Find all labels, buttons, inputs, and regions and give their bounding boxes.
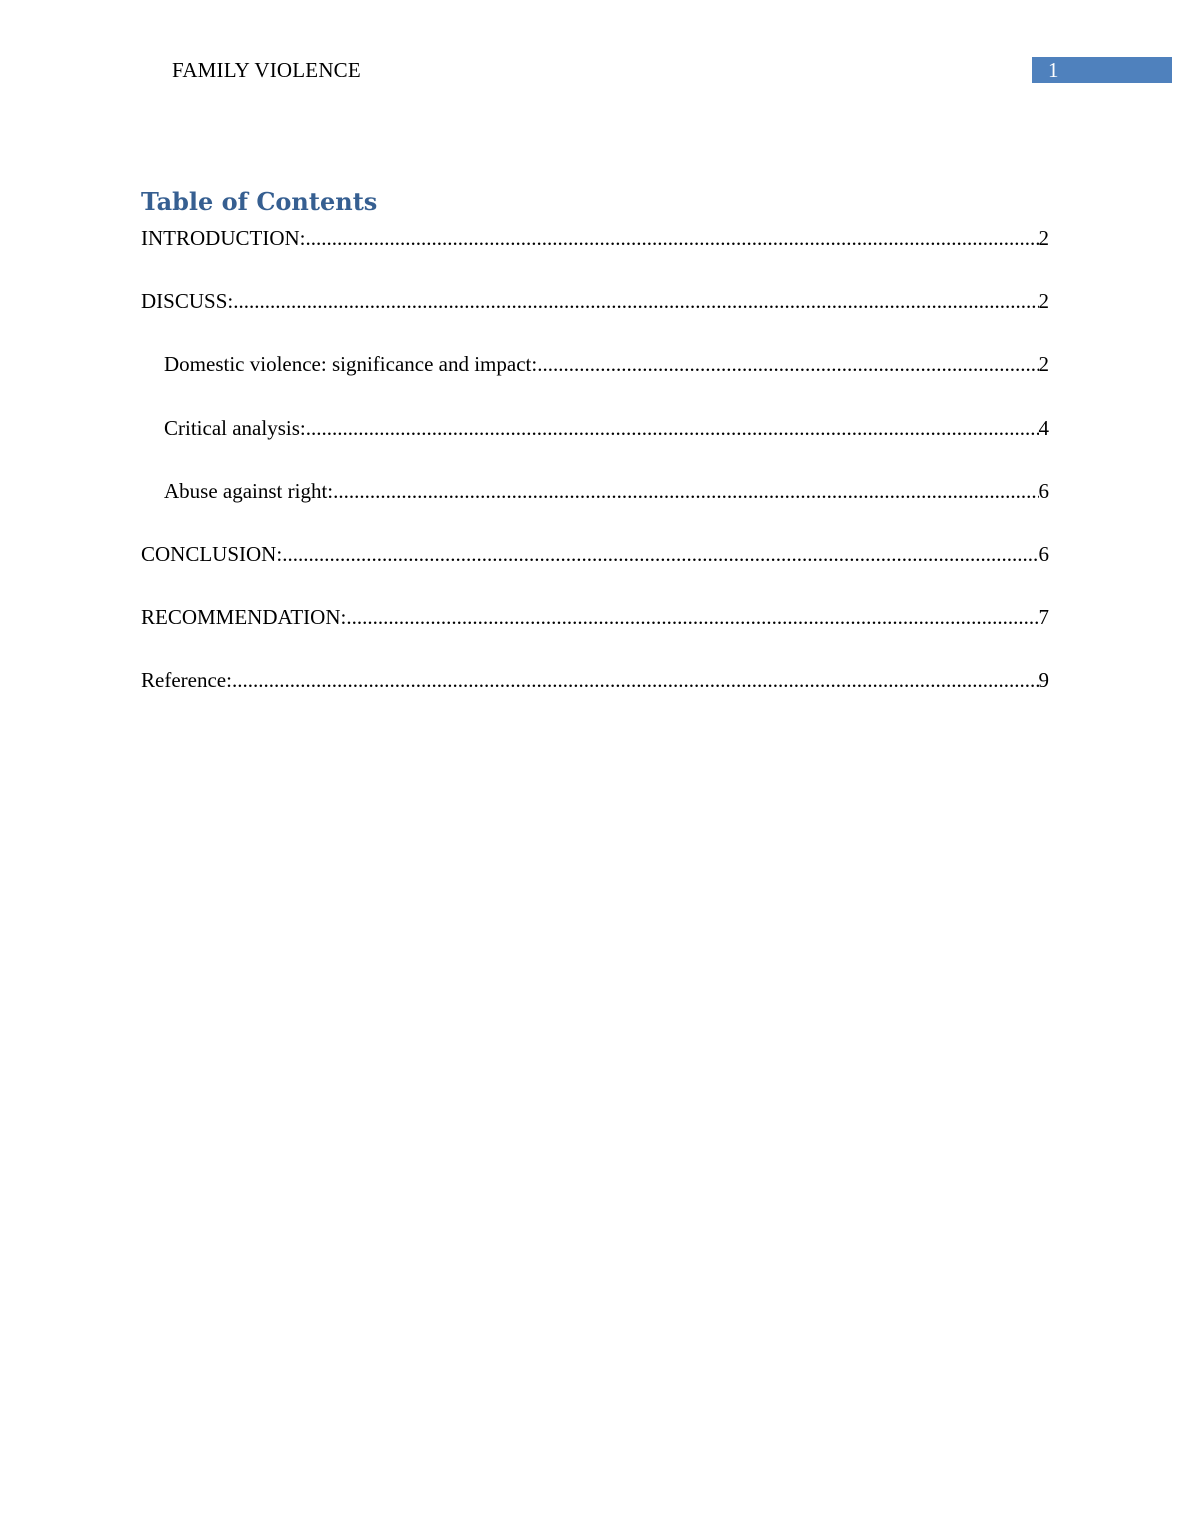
toc-entry-page: 6 [1038,542,1049,566]
toc-entry-page: 4 [1038,416,1049,440]
toc-entry-title: Abuse against right: [164,479,334,503]
toc-dot-leader [537,350,1038,378]
toc-entry-title: CONCLUSION: [141,542,283,566]
toc-entry-page: 6 [1038,479,1049,503]
toc-entry-recommendation[interactable] [141,603,1049,631]
toc-entry-conclusion[interactable] [141,540,1049,568]
toc-entry-title: RECOMMENDATION: [141,605,347,629]
toc-entry-page: 2 [1038,289,1049,313]
toc-entry-title: Critical analysis: [164,416,306,440]
toc-dot-leader [232,666,1039,694]
toc-dot-leader [306,414,1039,442]
toc-dot-leader [282,540,1038,568]
toc-entry-page: 7 [1038,605,1049,629]
running-head: FAMILY VIOLENCE [172,58,361,82]
toc-entry-page: 9 [1038,668,1049,692]
toc-dot-leader [305,224,1038,252]
toc-entry-introduction[interactable] [141,224,1049,252]
toc-entry-page: 2 [1038,352,1049,376]
page-number: 1 [1048,58,1059,82]
toc-entry-title: Domestic violence: significance and impact: [164,352,538,376]
toc-entry-reference[interactable] [141,666,1049,694]
toc-entry-title: Reference: [141,668,232,692]
toc-heading: Table of Contents [141,187,378,216]
toc-entry-page: 2 [1038,226,1049,250]
toc-dot-leader [233,287,1038,315]
toc-entry-title: DISCUSS: [141,289,234,313]
page-number-badge [1032,57,1172,83]
toc-dot-leader [333,477,1038,505]
toc-entry-title: INTRODUCTION: [141,226,306,250]
toc-entry-critical-analysis[interactable] [164,414,1049,442]
toc-entry-domestic-violence[interactable] [164,350,1049,378]
toc-entry-abuse-against-right[interactable] [164,477,1049,505]
toc-dot-leader [346,603,1038,631]
toc-entry-discuss[interactable] [141,287,1049,315]
